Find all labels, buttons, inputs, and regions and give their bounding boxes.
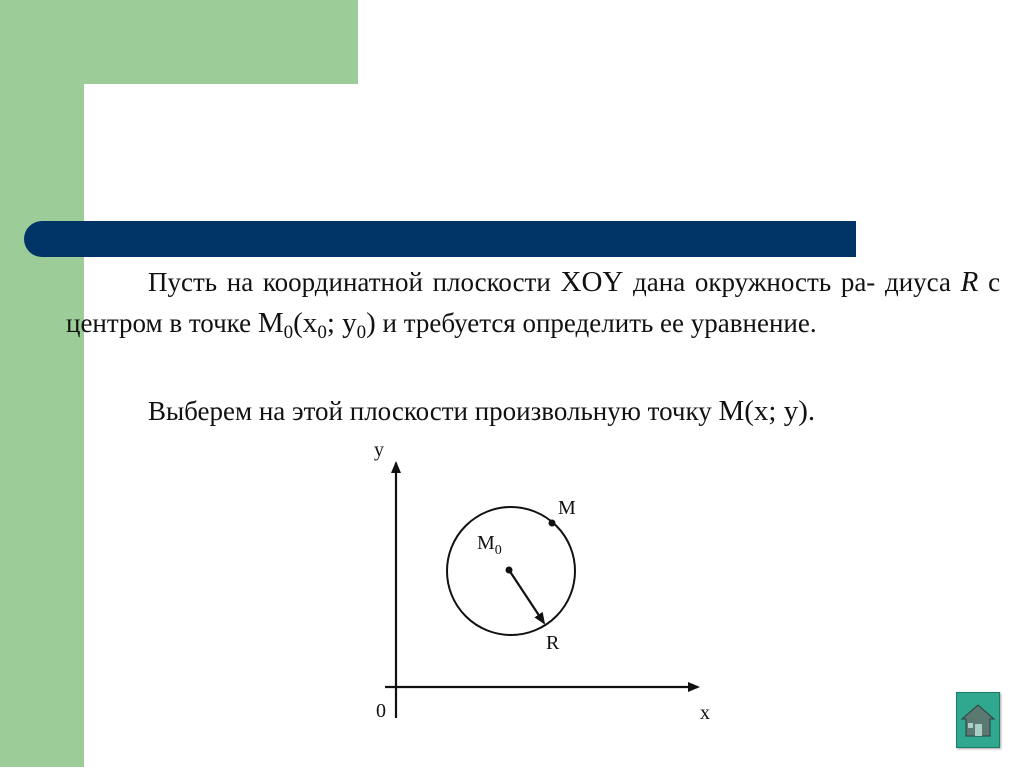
paragraph-choose-point <box>66 391 1000 432</box>
origin-label: 0 <box>376 700 386 722</box>
math-radius-r: R <box>960 266 979 298</box>
text-fragment: дана окружность ра- <box>633 267 876 297</box>
math-sub: 0 <box>356 322 367 343</box>
radius-arrow <box>509 570 544 623</box>
point-m <box>549 520 556 527</box>
math-semi: ; y <box>326 307 357 339</box>
math-xoy: XOY <box>560 266 624 298</box>
circle-diagram <box>330 430 730 730</box>
title-bar <box>24 221 856 257</box>
paragraph-circle-setup <box>66 262 1000 353</box>
center-label <box>477 532 502 558</box>
text-fragment: и требуется определить ее уравнение. <box>382 308 817 338</box>
home-button[interactable] <box>956 692 1000 748</box>
center-label-letter: M <box>477 532 495 554</box>
text-fragment: Выберем на этой плоскости произвольную точку <box>148 396 712 426</box>
math-close: ) <box>366 307 376 339</box>
math-center-point <box>257 307 376 343</box>
radius-label: R <box>546 632 560 654</box>
x-axis-label: x <box>700 702 710 724</box>
text-fragment: с центром в точке <box>66 267 1001 338</box>
text-fragment: Пусть на координатной плоскости <box>148 267 551 297</box>
y-axis-label: y <box>374 439 384 461</box>
math-open: (x <box>293 307 318 339</box>
green-top-block <box>84 0 358 84</box>
math-sub: 0 <box>317 322 327 343</box>
math-point-m: M(x; y). <box>718 395 816 427</box>
text-fragment: диуса <box>884 267 951 297</box>
home-icon <box>957 693 999 747</box>
point-m-label: M <box>558 497 576 519</box>
math-sub: 0 <box>283 322 294 343</box>
math-m: M <box>257 307 284 339</box>
green-side-strip <box>0 0 84 767</box>
center-label-sub: 0 <box>494 543 502 558</box>
